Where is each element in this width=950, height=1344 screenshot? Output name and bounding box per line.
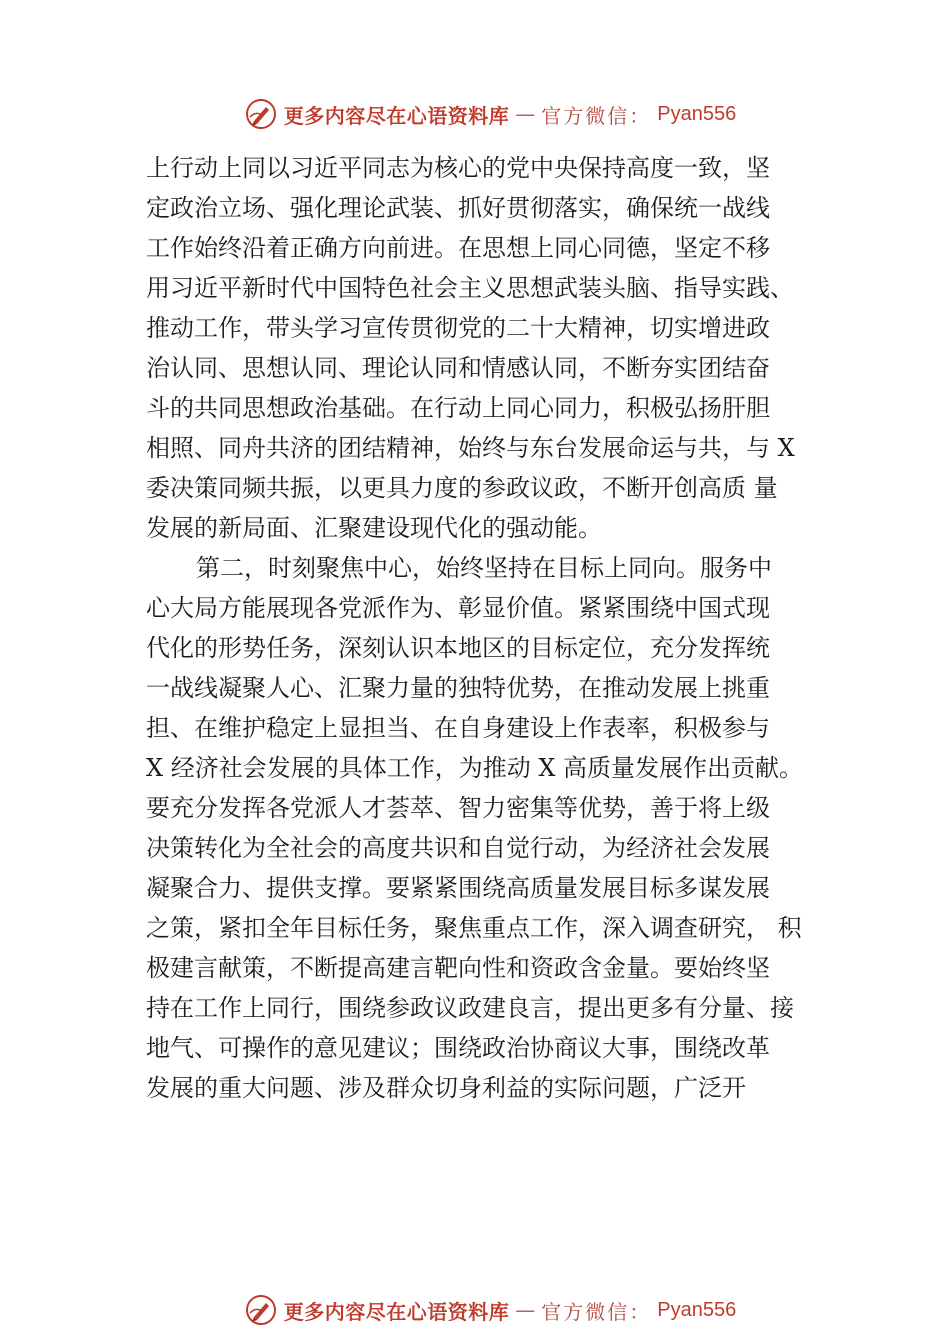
text-line: 定政治立场、强化理论武装、抓好贯彻落实，确保统一战线 <box>146 194 770 222</box>
document-body <box>146 148 836 1108</box>
header-banner-content <box>244 97 736 131</box>
header-banner <box>0 94 950 134</box>
header-banner-separator: — <box>515 102 536 126</box>
text-line: 委决策同频共振，以更具力度的参政议政，不断开创高质 量 <box>146 474 778 502</box>
text-line: 斗的共同思想政治基础。在行动上同心同力，积极弘扬肝胆 <box>146 394 770 422</box>
pen-logo-icon <box>244 97 278 131</box>
text-line: X 经济社会发展的具体工作，为推动 X 高质量发展作出贡献。 <box>146 754 804 782</box>
text-line: 代化的形势任务，深刻认识本地区的目标定位，充分发挥统 <box>146 634 770 662</box>
text-line: 心大局方能展现各党派作为、彰显价值。紧紧围绕中国式现 <box>146 594 770 622</box>
paragraph-start-line: 第二，时刻聚焦中心，始终坚持在目标上同向。服务中 <box>196 554 772 582</box>
pen-logo-icon <box>244 1293 278 1327</box>
text-line: 用习近平新时代中国特色社会主义思想武装头脑、指导实践、 <box>146 274 794 302</box>
text-line: 发展的新局面、汇聚建设现代化的强动能。 <box>146 514 602 542</box>
header-banner-wechat-label: 官方微信： <box>541 103 652 128</box>
text-line: 之策，紧扣全年目标任务，聚焦重点工作，深入调查研究， 积 <box>146 914 802 942</box>
footer-banner-wechat-label: 官方微信： <box>541 1299 652 1324</box>
text-line: 决策转化为全社会的高度共识和自觉行动，为经济社会发展 <box>146 834 770 862</box>
text-line: 极建言献策，不断提高建言靶向性和资政含金量。要始终坚 <box>146 954 770 982</box>
footer-banner-title: 更多内容尽在心语资料库 <box>283 1299 510 1324</box>
text-line: 发展的重大问题、涉及群众切身利益的实际问题，广泛开 <box>146 1074 746 1102</box>
text-line: 上行动上同以习近平同志为核心的党中央保持高度一致，坚 <box>146 154 770 182</box>
text-line: 工作始终沿着正确方向前进。在思想上同心同德，坚定不移 <box>146 234 770 262</box>
text-line: 凝聚合力、提供支撑。要紧紧围绕高质量发展目标多谋发展 <box>146 874 770 902</box>
text-line: 推动工作，带头学习宣传贯彻党的二十大精神，切实增进政 <box>146 314 770 342</box>
text-line: 治认同、思想认同、理论认同和情感认同，不断夯实团结奋 <box>146 354 770 382</box>
text-line: 担、在维护稳定上显担当、在自身建设上作表率，积极参与 <box>146 714 770 742</box>
footer-banner-separator: — <box>515 1298 536 1322</box>
footer-banner-content <box>244 1293 736 1327</box>
text-line: 一战线凝聚人心、汇聚力量的独特优势，在推动发展上挑重 <box>146 674 770 702</box>
header-banner-wechat-id: Pyan556 <box>657 102 737 125</box>
footer-banner-wechat-id: Pyan556 <box>657 1298 737 1321</box>
text-line: 要充分发挥各党派人才荟萃、智力密集等优势，善于将上级 <box>146 794 770 822</box>
text-line: 持在工作上同行，围绕参政议政建良言，提出更多有分量、接 <box>146 994 794 1022</box>
text-line: 相照、同舟共济的团结精神，始终与东台发展命运与共，与 X <box>146 434 795 462</box>
footer-banner <box>0 1290 950 1330</box>
header-banner-title: 更多内容尽在心语资料库 <box>283 103 510 128</box>
text-line: 地气、可操作的意见建议；围绕政治协商议大事，围绕改革 <box>146 1034 770 1062</box>
